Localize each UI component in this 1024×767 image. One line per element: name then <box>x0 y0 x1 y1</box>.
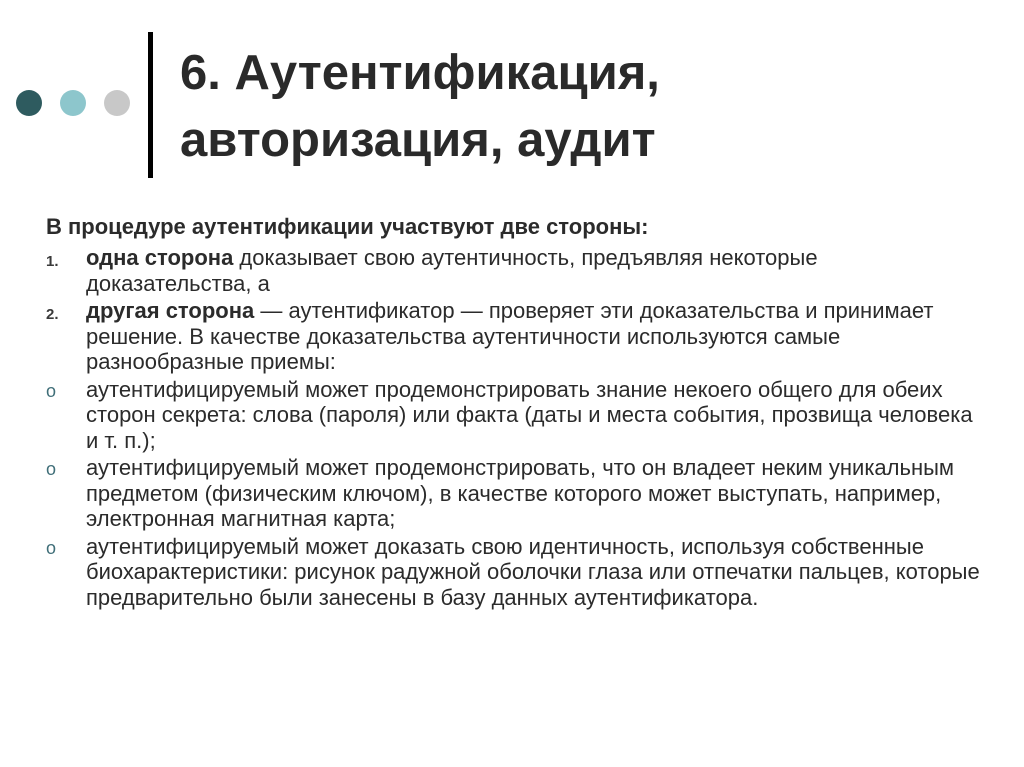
list-item-5 <box>46 534 986 611</box>
list-item-4 <box>46 455 986 532</box>
list-number: 1. <box>46 253 59 270</box>
dark-teal-dot-icon <box>16 90 42 116</box>
title-line-2: авторизация, аудит <box>180 113 656 167</box>
slide-body <box>46 212 986 612</box>
list-item-bold: другая сторона <box>86 298 255 323</box>
gray-dot-icon <box>104 90 130 116</box>
slide-title <box>180 40 1000 174</box>
list-item-text: аутентифицируемый может продемонстрировать знание некоего общего для обеих сторон секрета: слова (пароля) или факта (даты и места события, прозвища человека и т. п.); <box>86 376 973 453</box>
list-item-text: доказывает свою аутентичность, предъявляя некоторые доказательства, а <box>86 245 818 296</box>
list-item-text: аутентифицируемый может продемонстрировать, что он владеет неким уникальным предметом (физическим ключом), в качестве которого может выступать, например, электронная магнитная карта; <box>86 455 955 531</box>
list-number: 2. <box>46 306 59 323</box>
list-item-bold: одна сторона <box>86 245 234 270</box>
title-line-1: 6. Аутентификация, <box>180 46 660 100</box>
list-item-text: аутентифицируемый может доказать свою идентичность, используя собственные биохарактеристики: рисунок радужной оболочки глаза или отпечатки пальцев, которые предварительно были занесены в базу данных аутентификатора. <box>86 533 980 610</box>
list-item-2 <box>46 298 986 375</box>
list-item-1 <box>46 245 986 296</box>
title-divider <box>148 32 153 178</box>
bullet-icon: o <box>46 537 57 558</box>
bullet-icon: o <box>46 380 57 401</box>
light-teal-dot-icon <box>60 90 86 116</box>
list-item-3 <box>46 377 986 454</box>
list-item-text: — аутентификатор — проверяет эти доказательства и принимает решение. В качестве доказательства аутентичности используются самые разнообразные приемы: <box>86 298 934 374</box>
intro-text: В процедуре аутентификации участвуют две стороны: <box>46 214 649 239</box>
bullet-icon: o <box>46 459 57 479</box>
